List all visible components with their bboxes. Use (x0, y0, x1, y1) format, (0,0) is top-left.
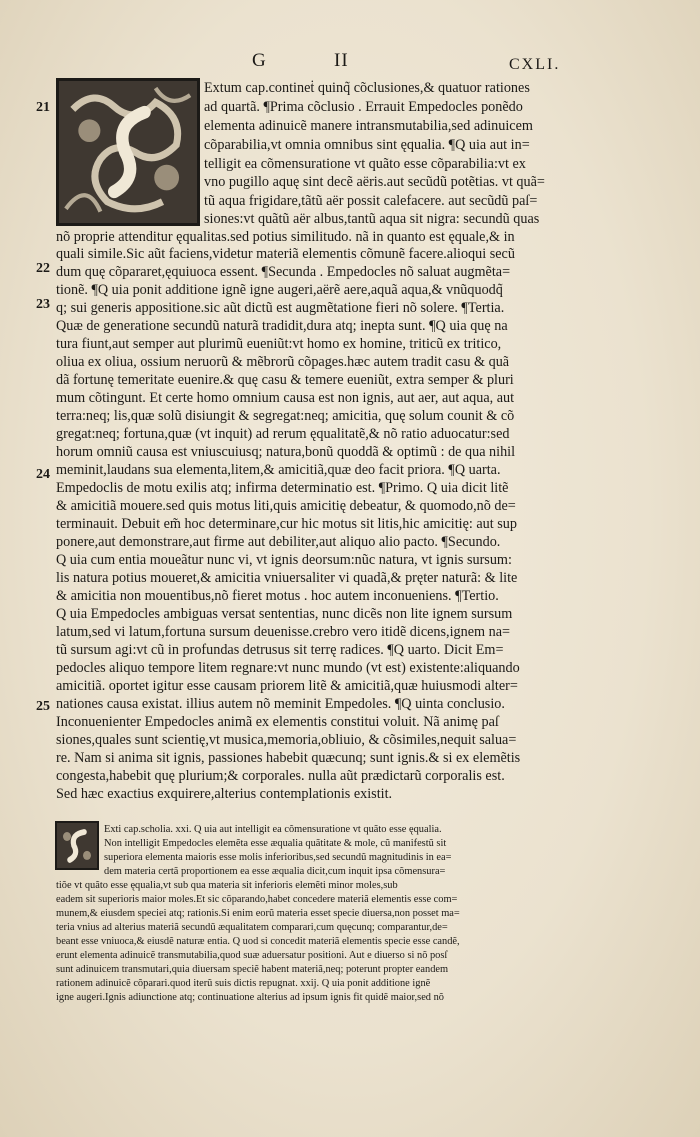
decorated-initial-s (56, 78, 200, 226)
text-line: Q uia Empedocles ambiguas versat sententias, nunc dicẽs non lite ignem sursum (56, 606, 513, 622)
text-line: Extum cap.contineṫ quinq̃ cõclusiones,& quatuor rationes (204, 80, 530, 96)
text-line: congesta,habebit quę plurium;& corporales. nulla aũt prædictarũ corporalis est. (56, 768, 505, 784)
text-line: re. Nam si anima sit ignis, passiones habebit quæcunq; sunt ignis.& si ex elemẽtis (56, 750, 521, 766)
scholia-line: munem,& eiusdem speciei atq; rationis.Si enim eorũ materia esset specie diuersa,non posset ma= (56, 908, 460, 919)
margin-number: 22 (36, 261, 50, 276)
scholia-line: sunt adinuicem transmutari,quia diuersam speciẽ habent materiã,neq; poterunt propter eandem (56, 964, 449, 975)
text-line: mum cõtingunt. Et certe homo omnium causa est non ignis, aut aer, aut aqua, aut (56, 390, 515, 406)
text-line: oliua ex oliua, ossium neruorũ & mẽbrorũ cõpages.hæc autem tradit casu & quã (56, 354, 510, 370)
small-initial-ornament-icon (57, 823, 97, 868)
scholia-line: erunt elementa adinuicẽ transmutabilia,quod suæ aduersatur positioni. Aut e diuerso si nõ posſ (56, 950, 448, 961)
text-line: nõ proprie attenditur ęqualitas.sed potius similitudo. nã in quanto est ęquale,& in (56, 229, 515, 245)
margin-number: 24 (36, 467, 50, 482)
text-line: Inconuenienter Empedocles animã ex elementis constitui voluit. Nã animę paſ (56, 714, 499, 730)
text-line: horum omniũ causa est vniuscuiusq; natura,bonũ quoddã & optimũ : de qua nihil (56, 444, 516, 460)
text-line: ponere,aut demonstrare,aut firme aut debiliter,aut aliquo alio pacto. ¶Secundo. (56, 534, 501, 550)
text-line: tionẽ. ¶Q uia ponit additione ignẽ igne augeri,aërẽ aere,aquã aqua,& vnũquodq̃ (56, 282, 503, 298)
text-line: amicitiã. oportet igitur esse causam priorem litẽ & amicitiã,quæ huiusmodi alter= (56, 678, 518, 694)
text-line: siones,quales sunt scientię,vt musica,memoria,obliuio, & cõsimiles,nequit salua= (56, 732, 517, 748)
text-line: Quæ de generatione secundũ naturã tradidit,dura atq; inepta sunt. ¶Q uia quę na (56, 318, 508, 334)
text-line: tũ sursum agi:vt cũ in profundas detrusus sit terrę radices. ¶Q uarto. Dicit Em= (56, 642, 504, 658)
signature-number: II (334, 50, 349, 71)
text-line: latum,sed vi latum,fortuna sursum deuenisse.crebro vero itidẽ dicens,ignem na= (56, 624, 510, 640)
folio-number: CXLI. (509, 56, 561, 73)
text-line: dã fortunę temeritate euenire.& quę casu & temere eueniũt, extra semper & pluri (56, 372, 514, 388)
scholia-line: tiõe vt quãto esse ęqualia,vt sub qua materia sit inferioris elemẽti minor moles,sub (56, 880, 398, 891)
margin-number: 25 (36, 699, 50, 714)
text-line: quali simile.Sic aũt faciens,videtur materiã elementis cõmunẽ facere.alioqui secũ (56, 246, 515, 262)
text-line: tũ aqua frigidare,tãtũ aër possit calefacere. aut secũdũ paſ= (204, 193, 538, 209)
text-line: ad quartã. ¶Prima cõclusio . Errauit Empedocles ponẽdo (204, 99, 523, 115)
text-line: meminit,laudans sua elementa,litem,& amicitiã,quæ deo facit priora. ¶Q uarta. (56, 462, 501, 478)
text-line: Empedoclis de motu exilis atq; infirma determinatio est. ¶Primo. Q uia dicit litẽ (56, 480, 509, 496)
text-line: lis natura potius moueret,& amicitia vniuersaliter vi quadã,& pręter naturã: & lite (56, 570, 518, 586)
margin-number: 23 (36, 297, 50, 312)
text-line: dum quę cõpararet,ęquiuoca essent. ¶Secunda . Empedocles nõ saluat augmẽta= (56, 264, 511, 280)
text-line: nationes causa existat. illius autem nõ meminit Empedoles. ¶Q uinta conclusio. (56, 696, 505, 712)
text-line: Sed hæc exactius exquirere,alterius contemplationis existit. (56, 786, 393, 802)
text-line: gregat:neq; fortuna,quæ (vt inquit) ad rerum ęqualitatẽ,& nõ ratio aduocatur:sed (56, 426, 510, 442)
scholia-line: igne augeri.Ignis adiunctione atq; continuatione alterius ad ipsum ignis fit quidẽ maior,sed nõ (56, 992, 444, 1003)
scholia-line: teria vnius ad alterius materiã secundũ æqualitatem comparari,cum quęcunq; comparantur,de= (56, 922, 448, 933)
text-line: siones:vt quãtũ aër albus,tantũ aqua sit nigra: secundũ quas (204, 211, 540, 227)
scholia-line: Exti cap.scholia. xxi. Q uia aut intelligit ea cõmensuratione vt quãto esse ęqualia. (104, 824, 442, 835)
text-line: terminauit. Debuit em̃ hoc determinare,cur hic motus sit litis,hic amicitię: aut sup (56, 516, 517, 532)
initial-ornament-icon (59, 81, 197, 223)
scholia-line: eadem sit superioris maior moles.Et sic cõparando,habet concedere materiã elementis esse com= (56, 894, 458, 905)
text-line: vno pugillo aquę sint decẽ aëris.aut secũdũ potẽtias. vt quã= (204, 174, 545, 190)
scholia-line: dem materia certã proportionem ea esse æqualia dicit,cum inquit ipsa cõmensura= (104, 866, 446, 877)
text-line: cõparabilia,vt omnia omnibus sint ęqualia. ¶Q uia aut in= (204, 137, 530, 153)
text-line: q; sui generis appositione.sic aũt dictũ est augmẽtatione fieri nõ solere. ¶Tertia. (56, 300, 505, 316)
text-line: terra:neq; lis,quæ solũ disiungit & segregat:neq; amicitia, quę solum counit & cõ (56, 408, 515, 424)
scholia-line: Non intelligit Empedocles elemẽta esse æqualia quãtitate & mole, cũ manifestũ sit (104, 838, 447, 849)
scholia-line: superiora elementa maioris esse molis inferioribus,sed secundũ magnitudinis in ea= (104, 852, 452, 863)
page-header (0, 50, 700, 80)
text-line: & amicitia non mouentibus,nõ fieret motus . hoc autem inconueniens. ¶Tertio. (56, 588, 499, 604)
text-line: Q uia cum entia moueãtur nunc vi, vt ignis deorsum:nũc natura, vt ignis sursum: (56, 552, 512, 568)
margin-number: 21 (36, 100, 50, 115)
text-line: telligit ea cõmensuratione vt quãto esse cõparabilia:vt ex (204, 156, 526, 172)
text-line: pedocles aliquo tempore litem regnare:vt nunc mundo (vt est) existente:aliquando (56, 660, 520, 676)
text-line: & amicitiã mouere.sed quis motus liti,quis amicitię debeatur, & quomodo,nõ de= (56, 498, 516, 514)
text-line: tura fiunt,aut semper aut plurimũ eueniũt:vt homo ex homine, triticũ ex tritico, (56, 336, 502, 352)
signature-mark: G (252, 50, 267, 71)
decorated-initial-s-small (55, 821, 99, 870)
scholia-line: rationem adinuicẽ cõparari.quod iterũ suis dictis repugnat. xxij. Q uia ponit additione ignẽ (56, 978, 431, 989)
scholia-line: beant esse vniuoca,& eiusdẽ naturæ entia. Q uod si concedit materiã elementis specie esse candẽ, (56, 936, 460, 947)
text-line: elementa adinuicẽ manere intransmutabilia,sed adinuicem (204, 118, 533, 134)
